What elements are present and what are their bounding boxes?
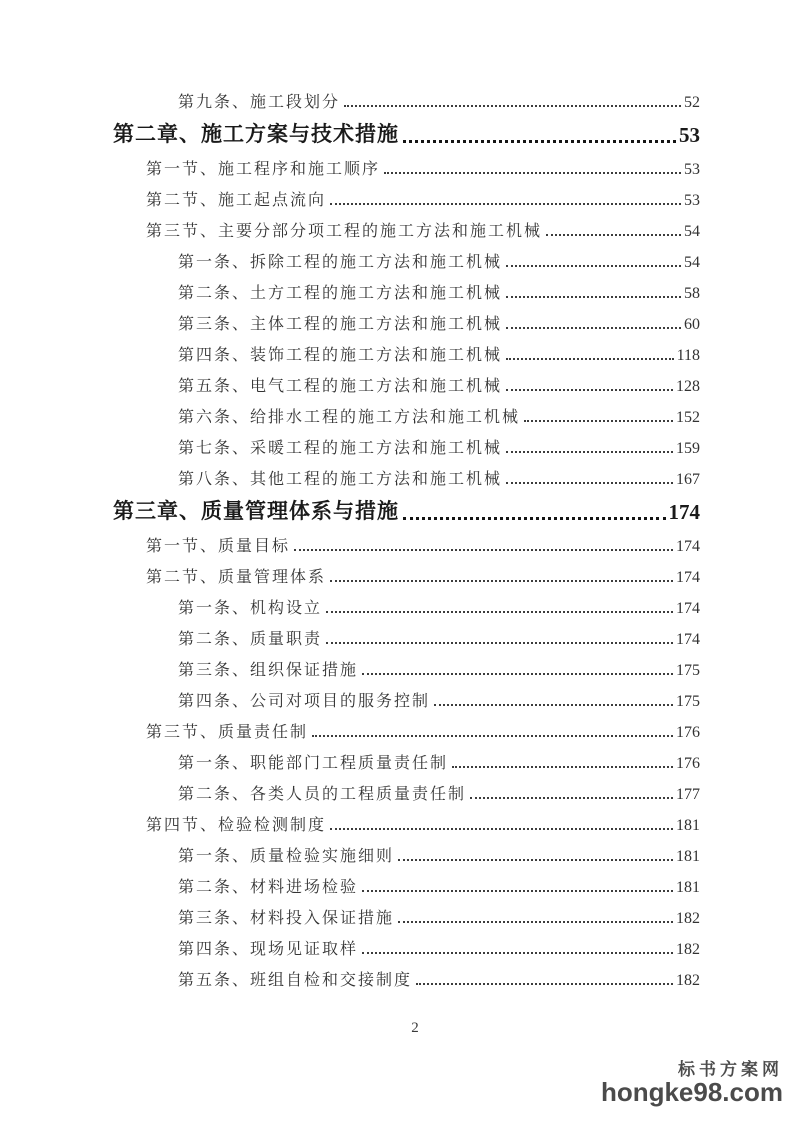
page-number: 2	[411, 1020, 419, 1036]
toc-entry-item[interactable]	[0, 742, 793, 773]
toc-dot-leader	[398, 859, 673, 861]
watermark-site-url: hongke98.com	[600, 1076, 783, 1107]
toc-entry-chapter[interactable]	[0, 112, 793, 148]
toc-dot-leader	[506, 358, 674, 360]
toc-entry-page-number: 174	[676, 631, 700, 648]
toc-entry-page-number: 182	[676, 972, 700, 989]
toc-entry-label: 第四条、现场见证取样	[178, 941, 359, 958]
toc-entry-page-number: 53	[684, 161, 700, 178]
toc-entry-page-number: 152	[676, 409, 700, 426]
toc-entry-page-number: 54	[684, 223, 700, 240]
toc-entry-label: 第三节、质量责任制	[146, 724, 309, 741]
toc-entry-item[interactable]	[0, 427, 793, 458]
toc-entry-label: 第五条、班组自检和交接制度	[178, 972, 413, 989]
toc-entry-label: 第三条、组织保证措施	[178, 662, 359, 679]
toc-dot-leader	[506, 451, 673, 453]
toc-entry-item[interactable]	[0, 866, 793, 897]
toc-dot-leader	[330, 828, 673, 830]
toc-entry-page-number: 60	[684, 316, 700, 333]
toc-dot-leader	[506, 327, 681, 329]
toc-entry-label: 第二节、质量管理体系	[146, 569, 327, 586]
toc-entry-item[interactable]	[0, 680, 793, 711]
toc-entry-item[interactable]	[0, 897, 793, 928]
toc-dot-leader	[330, 203, 681, 205]
toc-entry-page-number: 176	[676, 755, 700, 772]
toc-entry-item[interactable]	[0, 618, 793, 649]
toc-entry-label: 第一节、质量目标	[146, 538, 291, 555]
toc-entry-page-number: 53	[684, 192, 700, 209]
toc-dot-leader	[384, 172, 681, 174]
toc-entry-label: 第三节、主要分部分项工程的施工方法和施工机械	[146, 223, 543, 240]
toc-entry-label: 第四节、检验检测制度	[146, 817, 327, 834]
toc-entry-page-number: 174	[676, 569, 700, 586]
toc-entry-label: 第一条、职能部门工程质量责任制	[178, 755, 449, 772]
toc-entry-page-number: 167	[676, 471, 700, 488]
toc-entry-label: 第二章、施工方案与技术措施	[113, 122, 399, 146]
toc-entry-label: 第四条、装饰工程的施工方法和施工机械	[178, 347, 503, 364]
toc-entry-label: 第二条、材料进场检验	[178, 879, 359, 896]
toc-entry-label: 第二节、施工起点流向	[146, 192, 327, 209]
toc-entry-label: 第二条、质量职责	[178, 631, 323, 648]
toc-entry-page-number: 118	[676, 347, 700, 364]
toc-dot-leader	[470, 797, 673, 799]
toc-entry-section[interactable]	[0, 556, 793, 587]
toc-entry-page-number: 175	[676, 662, 700, 679]
toc-dot-leader	[506, 482, 673, 484]
toc-entry-label: 第三条、主体工程的施工方法和施工机械	[178, 316, 503, 333]
toc-entry-page-number: 182	[676, 941, 700, 958]
toc-entry-item[interactable]	[0, 365, 793, 396]
toc-dot-leader	[546, 234, 681, 236]
toc-entry-page-number: 174	[668, 500, 700, 524]
toc-entry-item[interactable]	[0, 587, 793, 618]
toc-entry-item[interactable]	[0, 396, 793, 427]
toc-dot-leader	[403, 140, 676, 143]
watermark-logo	[601, 1061, 783, 1106]
toc-entry-label: 第四条、公司对项目的服务控制	[178, 693, 431, 710]
toc-entry-page-number: 174	[676, 538, 700, 555]
toc-dot-leader	[294, 549, 673, 551]
toc-entry-item[interactable]	[0, 81, 793, 112]
watermark-site-name: 标书方案网	[678, 1060, 783, 1079]
toc-entry-label: 第一条、质量检验实施细则	[178, 848, 395, 865]
toc-list	[0, 81, 793, 990]
toc-entry-label: 第九条、施工段划分	[178, 94, 341, 111]
toc-entry-label: 第一节、施工程序和施工顺序	[146, 161, 381, 178]
toc-dot-leader	[524, 420, 673, 422]
toc-dot-leader	[416, 983, 673, 985]
toc-dot-leader	[312, 735, 673, 737]
toc-dot-leader	[506, 389, 673, 391]
toc-entry-item[interactable]	[0, 272, 793, 303]
toc-dot-leader	[452, 766, 673, 768]
toc-entry-item[interactable]	[0, 241, 793, 272]
toc-entry-item[interactable]	[0, 928, 793, 959]
toc-dot-leader	[362, 890, 673, 892]
toc-dot-leader	[362, 673, 673, 675]
toc-entry-label: 第二条、土方工程的施工方法和施工机械	[178, 285, 503, 302]
toc-entry-label: 第七条、采暖工程的施工方法和施工机械	[178, 440, 503, 457]
toc-dot-leader	[330, 580, 673, 582]
toc-entry-section[interactable]	[0, 804, 793, 835]
toc-entry-section[interactable]	[0, 179, 793, 210]
toc-entry-label: 第六条、给排水工程的施工方法和施工机械	[178, 409, 521, 426]
toc-entry-page-number: 182	[676, 910, 700, 927]
toc-dot-leader	[403, 517, 666, 520]
toc-entry-item[interactable]	[0, 649, 793, 680]
toc-entry-page-number: 174	[676, 600, 700, 617]
toc-dot-leader	[398, 921, 673, 923]
toc-entry-item[interactable]	[0, 334, 793, 365]
toc-entry-label: 第三条、材料投入保证措施	[178, 910, 395, 927]
toc-dot-leader	[326, 642, 673, 644]
toc-entry-section[interactable]	[0, 525, 793, 556]
toc-entry-page-number: 175	[676, 693, 700, 710]
toc-dot-leader	[362, 952, 673, 954]
toc-entry-page-number: 52	[684, 94, 700, 111]
toc-entry-section[interactable]	[0, 711, 793, 742]
toc-entry-label: 第五条、电气工程的施工方法和施工机械	[178, 378, 503, 395]
toc-entry-label: 第三章、质量管理体系与措施	[113, 499, 399, 523]
toc-entry-item[interactable]	[0, 458, 793, 489]
toc-entry-label: 第二条、各类人员的工程质量责任制	[178, 786, 467, 803]
toc-entry-page-number: 181	[676, 817, 700, 834]
toc-entry-page-number: 128	[676, 378, 700, 395]
toc-entry-page-number: 176	[676, 724, 700, 741]
toc-dot-leader	[506, 265, 681, 267]
toc-entry-section[interactable]	[0, 210, 793, 241]
toc-dot-leader	[344, 105, 681, 107]
toc-dot-leader	[326, 611, 673, 613]
toc-entry-section[interactable]	[0, 148, 793, 179]
toc-entry-chapter[interactable]	[0, 489, 793, 525]
toc-entry-item[interactable]	[0, 303, 793, 334]
toc-entry-page-number: 181	[676, 879, 700, 896]
toc-entry-page-number: 177	[676, 786, 700, 803]
toc-entry-item[interactable]	[0, 835, 793, 866]
toc-entry-label: 第八条、其他工程的施工方法和施工机械	[178, 471, 503, 488]
toc-entry-page-number: 159	[676, 440, 700, 457]
toc-entry-label: 第一条、拆除工程的施工方法和施工机械	[178, 254, 503, 271]
toc-entry-page-number: 54	[684, 254, 700, 271]
toc-entry-page-number: 181	[676, 848, 700, 865]
toc-entry-item[interactable]	[0, 959, 793, 990]
toc-dot-leader	[506, 296, 681, 298]
toc-entry-page-number: 58	[684, 285, 700, 302]
toc-dot-leader	[434, 704, 673, 706]
toc-entry-page-number: 53	[679, 123, 700, 147]
toc-entry-label: 第一条、机构设立	[178, 600, 323, 617]
toc-entry-item[interactable]	[0, 773, 793, 804]
